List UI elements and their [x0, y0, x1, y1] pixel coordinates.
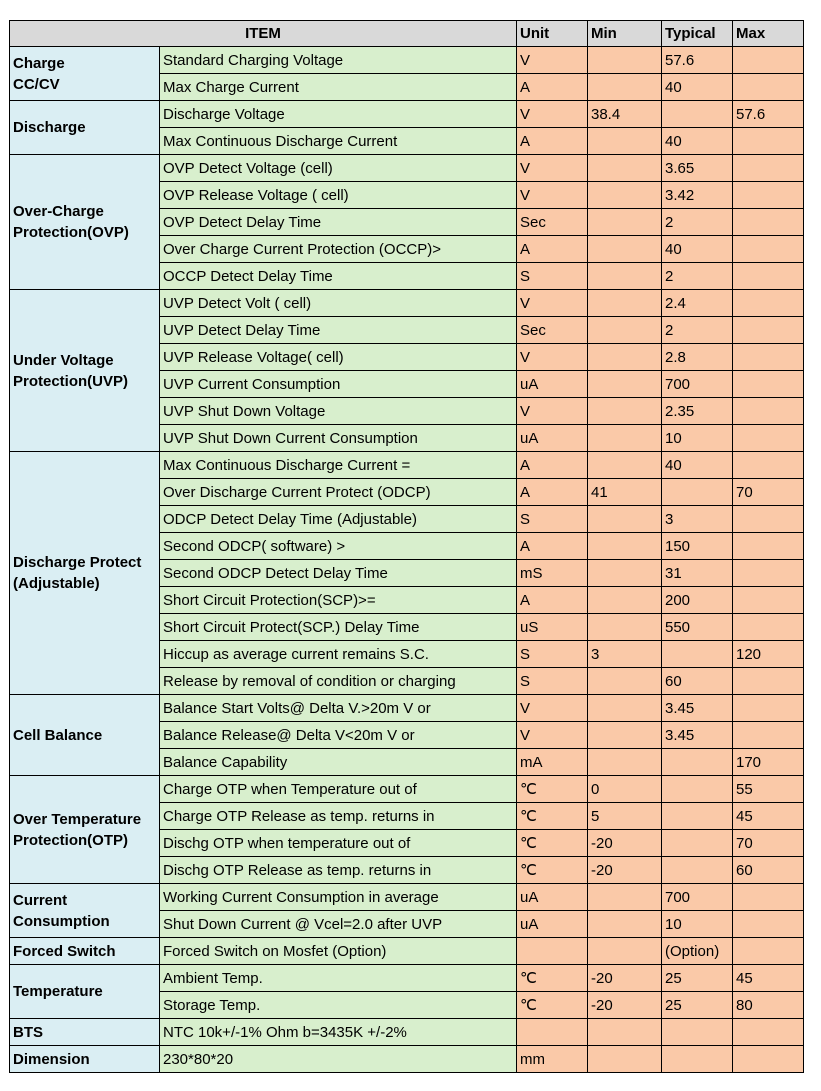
unit-cell: mS: [517, 560, 588, 587]
min-cell: [588, 1019, 662, 1046]
category-label: Dimension: [13, 1050, 90, 1068]
min-cell: [588, 695, 662, 722]
min-cell: 0: [588, 776, 662, 803]
category-cell: [10, 776, 160, 884]
max-cell: [733, 911, 804, 938]
unit-cell: ℃: [517, 803, 588, 830]
unit-cell: [517, 1019, 588, 1046]
unit-cell: A: [517, 74, 588, 101]
typical-cell: 150: [662, 533, 733, 560]
min-cell: -20: [588, 992, 662, 1019]
parameter-name-cell: UVP Shut Down Current Consumption: [160, 425, 517, 452]
min-cell: [588, 911, 662, 938]
max-cell: 120: [733, 641, 804, 668]
parameter-name-cell: Second ODCP( software) >: [160, 533, 517, 560]
parameter-name-cell: Max Continuous Discharge Current: [160, 128, 517, 155]
parameter-name-cell: Dischg OTP when temperature out of: [160, 830, 517, 857]
unit-cell: ℃: [517, 776, 588, 803]
typical-cell: 3: [662, 506, 733, 533]
unit-cell: ℃: [517, 830, 588, 857]
max-cell: [733, 533, 804, 560]
max-cell: [733, 938, 804, 965]
unit-cell: V: [517, 155, 588, 182]
max-cell: 45: [733, 803, 804, 830]
table-row: [10, 1019, 804, 1046]
unit-cell: A: [517, 587, 588, 614]
max-cell: 70: [733, 479, 804, 506]
parameter-name-cell: Storage Temp.: [160, 992, 517, 1019]
table-row: [10, 938, 804, 965]
parameter-name-cell: Max Charge Current: [160, 74, 517, 101]
min-cell: [588, 560, 662, 587]
unit-cell: V: [517, 722, 588, 749]
max-cell: [733, 425, 804, 452]
min-cell: [588, 587, 662, 614]
max-cell: [733, 344, 804, 371]
category-cell: [10, 1046, 160, 1073]
typical-cell: [662, 749, 733, 776]
max-cell: [733, 182, 804, 209]
category-cell: [10, 47, 160, 101]
min-cell: [588, 749, 662, 776]
unit-cell: V: [517, 344, 588, 371]
parameter-name-cell: Short Circuit Protection(SCP)>=: [160, 587, 517, 614]
typical-cell: 700: [662, 884, 733, 911]
parameter-name-cell: NTC 10k+/-1% Ohm b=3435K +/-2%: [160, 1019, 517, 1046]
header-item: ITEM: [10, 21, 517, 47]
max-cell: [733, 1019, 804, 1046]
min-cell: [588, 668, 662, 695]
max-cell: [733, 587, 804, 614]
min-cell: [588, 74, 662, 101]
typical-cell: [662, 776, 733, 803]
typical-cell: 550: [662, 614, 733, 641]
min-cell: 3: [588, 641, 662, 668]
max-cell: [733, 47, 804, 74]
unit-cell: V: [517, 290, 588, 317]
max-cell: [733, 317, 804, 344]
unit-cell: A: [517, 128, 588, 155]
typical-cell: 40: [662, 128, 733, 155]
min-cell: [588, 506, 662, 533]
unit-cell: uA: [517, 911, 588, 938]
category-label: Temperature: [13, 983, 103, 1000]
max-cell: [733, 128, 804, 155]
parameter-name-cell: UVP Detect Volt ( cell): [160, 290, 517, 317]
table-row: [10, 47, 804, 74]
parameter-name-cell: Discharge Voltage: [160, 101, 517, 128]
typical-cell: 200: [662, 587, 733, 614]
unit-cell: V: [517, 47, 588, 74]
parameter-name-cell: Balance Capability: [160, 749, 517, 776]
min-cell: [588, 533, 662, 560]
category-cell: [10, 452, 160, 695]
unit-cell: ℃: [517, 857, 588, 884]
category-cell: [10, 1019, 160, 1046]
typical-cell: 57.6: [662, 47, 733, 74]
parameter-name-cell: Over Charge Current Protection (OCCP)>: [160, 236, 517, 263]
table-row: [10, 452, 804, 479]
min-cell: -20: [588, 830, 662, 857]
max-cell: [733, 398, 804, 425]
parameter-name-cell: OVP Detect Delay Time: [160, 209, 517, 236]
unit-cell: uS: [517, 614, 588, 641]
category-cell: [10, 155, 160, 290]
typical-cell: 3.45: [662, 722, 733, 749]
unit-cell: V: [517, 101, 588, 128]
table-row: [10, 155, 804, 182]
unit-cell: Sec: [517, 209, 588, 236]
spec-table-body: [10, 47, 804, 1073]
category-label: Discharge: [13, 119, 86, 136]
parameter-name-cell: OVP Release Voltage ( cell): [160, 182, 517, 209]
parameter-name-cell: Short Circuit Protect(SCP.) Delay Time: [160, 614, 517, 641]
min-cell: [588, 128, 662, 155]
typical-cell: 40: [662, 452, 733, 479]
min-cell: [588, 47, 662, 74]
parameter-name-cell: Hiccup as average current remains S.C.: [160, 641, 517, 668]
unit-cell: [517, 938, 588, 965]
max-cell: [733, 560, 804, 587]
category-cell: [10, 101, 160, 155]
min-cell: [588, 290, 662, 317]
min-cell: [588, 371, 662, 398]
typical-cell: (Option): [662, 938, 733, 965]
table-row: [10, 695, 804, 722]
typical-cell: 2.8: [662, 344, 733, 371]
unit-cell: uA: [517, 371, 588, 398]
parameter-name-cell: UVP Release Voltage( cell): [160, 344, 517, 371]
unit-cell: V: [517, 182, 588, 209]
header-typical: Typical: [662, 21, 733, 47]
max-cell: [733, 668, 804, 695]
table-row: [10, 1046, 804, 1073]
typical-cell: 10: [662, 911, 733, 938]
min-cell: 38.4: [588, 101, 662, 128]
typical-cell: [662, 641, 733, 668]
typical-cell: 2: [662, 317, 733, 344]
max-cell: [733, 74, 804, 101]
max-cell: [733, 371, 804, 398]
typical-cell: [662, 479, 733, 506]
parameter-name-cell: Shut Down Current @ Vcel=2.0 after UVP: [160, 911, 517, 938]
max-cell: [733, 155, 804, 182]
min-cell: [588, 398, 662, 425]
typical-cell: [662, 101, 733, 128]
parameter-name-cell: ODCP Detect Delay Time (Adjustable): [160, 506, 517, 533]
max-cell: [733, 236, 804, 263]
max-cell: [733, 1046, 804, 1073]
parameter-name-cell: UVP Shut Down Voltage: [160, 398, 517, 425]
parameter-name-cell: Balance Release@ Delta V<20m V or: [160, 722, 517, 749]
min-cell: [588, 236, 662, 263]
table-row: [10, 101, 804, 128]
max-cell: [733, 614, 804, 641]
max-cell: 170: [733, 749, 804, 776]
typical-cell: 10: [662, 425, 733, 452]
parameter-name-cell: Forced Switch on Mosfet (Option): [160, 938, 517, 965]
min-cell: [588, 884, 662, 911]
parameter-name-cell: 230*80*20: [160, 1046, 517, 1073]
typical-cell: 2: [662, 263, 733, 290]
typical-cell: 40: [662, 74, 733, 101]
parameter-name-cell: Standard Charging Voltage: [160, 47, 517, 74]
header-row: [10, 21, 804, 47]
max-cell: 57.6: [733, 101, 804, 128]
parameter-name-cell: Dischg OTP Release as temp. returns in: [160, 857, 517, 884]
header-min: Min: [588, 21, 662, 47]
unit-cell: A: [517, 452, 588, 479]
typical-cell: [662, 1019, 733, 1046]
unit-cell: mm: [517, 1046, 588, 1073]
max-cell: 70: [733, 830, 804, 857]
max-cell: [733, 263, 804, 290]
max-cell: [733, 695, 804, 722]
max-cell: 45: [733, 965, 804, 992]
category-cell: [10, 290, 160, 452]
category-label: Forced Switch: [13, 942, 116, 960]
table-row: [10, 965, 804, 992]
category-cell: [10, 938, 160, 965]
max-cell: 80: [733, 992, 804, 1019]
category-label: Discharge Protect (Adjustable): [13, 554, 142, 592]
max-cell: 55: [733, 776, 804, 803]
max-cell: 60: [733, 857, 804, 884]
category-label: Cell Balance: [13, 726, 103, 744]
category-cell: [10, 695, 160, 776]
max-cell: [733, 209, 804, 236]
min-cell: [588, 182, 662, 209]
min-cell: [588, 263, 662, 290]
typical-cell: 25: [662, 992, 733, 1019]
max-cell: [733, 290, 804, 317]
parameter-name-cell: Charge OTP Release as temp. returns in: [160, 803, 517, 830]
header-unit: Unit: [517, 21, 588, 47]
min-cell: [588, 317, 662, 344]
parameter-name-cell: Charge OTP when Temperature out of: [160, 776, 517, 803]
category-label: BTS: [13, 1023, 43, 1041]
typical-cell: 3.65: [662, 155, 733, 182]
min-cell: 5: [588, 803, 662, 830]
table-row: [10, 884, 804, 911]
unit-cell: S: [517, 668, 588, 695]
unit-cell: ℃: [517, 965, 588, 992]
typical-cell: 60: [662, 668, 733, 695]
parameter-name-cell: OCCP Detect Delay Time: [160, 263, 517, 290]
unit-cell: V: [517, 398, 588, 425]
typical-cell: 3.45: [662, 695, 733, 722]
parameter-name-cell: Working Current Consumption in average: [160, 884, 517, 911]
max-cell: [733, 884, 804, 911]
typical-cell: 2.35: [662, 398, 733, 425]
min-cell: [588, 209, 662, 236]
min-cell: [588, 722, 662, 749]
typical-cell: 40: [662, 236, 733, 263]
min-cell: [588, 452, 662, 479]
header-max: Max: [733, 21, 804, 47]
min-cell: [588, 938, 662, 965]
parameter-name-cell: Balance Start Volts@ Delta V.>20m V or: [160, 695, 517, 722]
min-cell: -20: [588, 965, 662, 992]
unit-cell: A: [517, 533, 588, 560]
typical-cell: [662, 1046, 733, 1073]
typical-cell: [662, 830, 733, 857]
parameter-name-cell: UVP Current Consumption: [160, 371, 517, 398]
category-cell: [10, 884, 160, 938]
table-row: [10, 776, 804, 803]
min-cell: [588, 425, 662, 452]
unit-cell: A: [517, 479, 588, 506]
spec-table: [9, 20, 804, 1073]
max-cell: [733, 506, 804, 533]
typical-cell: [662, 857, 733, 884]
typical-cell: 31: [662, 560, 733, 587]
typical-cell: 25: [662, 965, 733, 992]
unit-cell: Sec: [517, 317, 588, 344]
unit-cell: uA: [517, 425, 588, 452]
unit-cell: S: [517, 641, 588, 668]
table-row: [10, 290, 804, 317]
typical-cell: 700: [662, 371, 733, 398]
min-cell: -20: [588, 857, 662, 884]
parameter-name-cell: Second ODCP Detect Delay Time: [160, 560, 517, 587]
min-cell: 41: [588, 479, 662, 506]
category-label: Charge CC/CV: [13, 54, 65, 93]
category-cell: [10, 965, 160, 1019]
max-cell: [733, 452, 804, 479]
min-cell: [588, 1046, 662, 1073]
unit-cell: ℃: [517, 992, 588, 1019]
parameter-name-cell: UVP Detect Delay Time: [160, 317, 517, 344]
unit-cell: uA: [517, 884, 588, 911]
typical-cell: 3.42: [662, 182, 733, 209]
min-cell: [588, 614, 662, 641]
parameter-name-cell: Release by removal of condition or charging: [160, 668, 517, 695]
typical-cell: 2.4: [662, 290, 733, 317]
parameter-name-cell: Over Discharge Current Protect (ODCP): [160, 479, 517, 506]
max-cell: [733, 722, 804, 749]
unit-cell: S: [517, 506, 588, 533]
typical-cell: [662, 803, 733, 830]
unit-cell: A: [517, 236, 588, 263]
min-cell: [588, 344, 662, 371]
unit-cell: V: [517, 695, 588, 722]
category-label: Over-Charge Protection(OVP): [13, 203, 129, 241]
parameter-name-cell: Max Continuous Discharge Current =: [160, 452, 517, 479]
unit-cell: mA: [517, 749, 588, 776]
category-label: Current Consumption: [13, 891, 110, 930]
typical-cell: 2: [662, 209, 733, 236]
category-label: Over Temperature Protection(OTP): [13, 810, 142, 849]
unit-cell: S: [517, 263, 588, 290]
parameter-name-cell: OVP Detect Voltage (cell): [160, 155, 517, 182]
min-cell: [588, 155, 662, 182]
parameter-name-cell: Ambient Temp.: [160, 965, 517, 992]
category-label: Under Voltage Protection(UVP): [13, 351, 129, 390]
